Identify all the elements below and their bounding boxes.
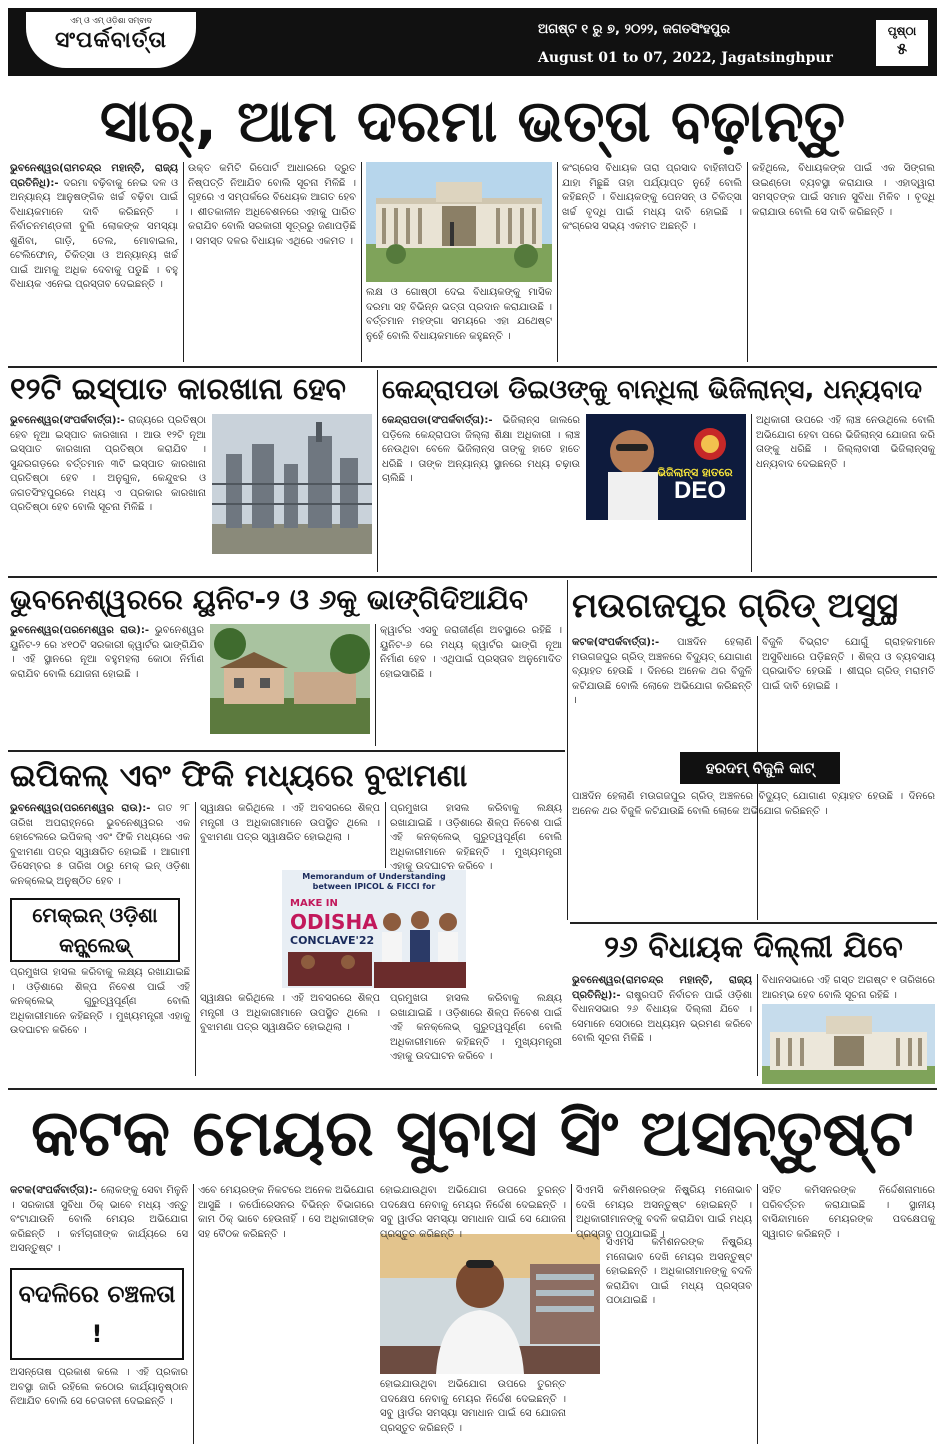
- logo-tagline: ଏମ୍ ଓ ଏମ୍ ଓଡ଼ିଶା ସମ୍ବାଦ: [69, 16, 153, 25]
- story-mou-col3: ପ୍ରମୁଖତା ହାସଲ କରିବାକୁ ଲକ୍ଷ୍ୟ ରଖାଯାଇଛି । ଓଡ଼ିଶାରେ ଶିଳ୍ପ ନିବେଶ ପାଇଁ ଏହି କନକ୍ଲେଭ୍ ଗୁରୁତ୍ୱପୂର୍ଣ୍ଣ ବୋଲି ଅଧିକାରୀମାନେ କହିଛନ୍ତି । ମୁଖ୍ୟମନ୍ତ୍ରୀ ଏହାକୁ ଉଦଘାଟନ କରିବେ ।: [390, 803, 562, 872]
- dateline: କେନ୍ଦ୍ରାପଡା(ସଂପର୍କବାର୍ତ୍ତା):-: [382, 415, 493, 426]
- story-grid-col3: ପାଞ୍ଚଦିନ ହେଲାଣି ମଉଗଜପୁର ଗ୍ରିଡ୍ ଅଞ୍ଚଳରେ ବିଦ୍ୟୁତ୍ ଯୋଗାଣ ବ୍ୟାହତ ହେଉଛି । ଦିନରେ ଅନେକ ଥର ବିଜୁଳି କଟିଯାଉଛି ବୋଲି ଲୋକେ ଅଭିଯୋଗ କରିଛନ୍ତି ।: [572, 791, 935, 817]
- story-mou-col1b: ପ୍ରମୁଖତା ହାସଲ କରିବାକୁ ଲକ୍ଷ୍ୟ ରଖାଯାଇଛି । ଓଡ଼ିଶାରେ ଶିଳ୍ପ ନିବେଶ ପାଇଁ ଏହି କନକ୍ଲେଭ୍ ଗୁରୁତ୍ୱପୂର୍ଣ୍ଣ ବୋଲି ଅଧିକାରୀମାନେ କହିଛନ୍ତି । ମୁଖ୍ୟମନ୍ତ୍ରୀ ଏହାକୁ ଉଦଘାଟନ କରିବେ ।: [10, 967, 190, 1036]
- make-in-odisha-box: ମେକ୍ଇନ୍ ଓଡ଼ିଶା କନ୍କ୍ଲେଭ୍: [10, 898, 180, 962]
- story-text: ଗତ ୨୮ ତାରିଖ ଅପରାହ୍ନରେ ଭୁବନେଶ୍ୱରର ଏକ ହୋଟେଲରେ ଇପିକଲ୍ ଏବଂ ଫିକି ମଧ୍ୟରେ ଏକ ବୁଝାମଣା ପତ୍ର ସ୍ୱାକ୍ଷରିତ ହୋଇଛି । ଆଗାମୀ ଡିସେମ୍ବର ୫ ତାରିଖ ଠାରୁ ମେକ୍ ଇନ୍ ଓଡ଼ିଶା କନକ୍ଲେଭ୍ ଅନୁଷ୍ଠିତ ହେବ ।: [10, 803, 190, 887]
- headline-salary: ସାର୍, ଆମ ଦରମା ଭତ୍ତା ବଢ଼ାନ୍ତୁ: [99, 87, 846, 155]
- column-divider: [361, 162, 362, 362]
- story-grid-col2: ବିଜୁଳି ବିଭ୍ରାଟ ଯୋଗୁଁ ଗ୍ରାହକମାନେ ଅସୁବିଧାରେ ପଡ଼ିଛନ୍ତି । ଶିଳ୍ପ ଓ ବ୍ୟବସାୟ ପ୍ରଭାବିତ ହେଉଛି । ଶୀଘ୍ର ଗ୍ରିଡ୍ ମରାମତି ପାଇଁ ଦାବି ହୋଇଛି ।: [762, 637, 935, 692]
- column-divider: [757, 974, 758, 1076]
- dateline: ଭୁବନେଶ୍ୱର(ରାମଚନ୍ଦ୍ର ମହାନ୍ତି, ରାଜ୍ୟ ପ୍ରତିନିଧି):-: [572, 975, 752, 1001]
- story-mayor-col5: ସହିତ କମିସନରଙ୍କ ନିର୍ଦ୍ଦେଶନାମାରେ ପରିବର୍ତ୍ତନ କରାଯାଇଛି । ସ୍ଥାନୀୟ ବାସିନ୍ଦାମାନେ ମେୟରଙ୍କ ପଦକ୍ଷେପକୁ ସ୍ୱାଗତ କରିଛନ୍ତି ।: [762, 1185, 935, 1240]
- deo-photo: [586, 414, 746, 520]
- column-divider: [375, 624, 376, 746]
- logo: [26, 12, 196, 68]
- page-number: ୫: [897, 39, 907, 58]
- story-delhi-col1: [572, 974, 752, 1076]
- photo-make-in: MAKE IN: [290, 898, 338, 909]
- story-salary-col3: ଲକ୍ଷ ଓ ଗୋଷ୍ଠୀ ଦେଇ ବିଧାୟକଙ୍କୁ ମାସିକ ଦରମା ସହ ବିଭିନ୍ନ ଭତ୍ତା ପ୍ରଦାନ କରାଯାଉଛି । ବର୍ତ୍ତମାନ ମହଙ୍ଗା ସମୟରେ ଏହା ଯଥେଷ୍ଟ ନୁହେଁ ବୋଲି ବିଧାୟକମାନେ କହୁଛନ୍ତି ।: [366, 287, 552, 342]
- photo-line1: Memorandum of Understanding: [302, 872, 446, 881]
- story-salary-col2: ଉକ୍ତ କମିଟି ରିପୋର୍ଟ ଆଧାରରେ ଦ୍ରୁତ ନିଷ୍ପତ୍ତି ନିଆଯିବ ବୋଲି ସୂଚନା ମିଳିଛି । ଗୃହରେ ଏ ସମ୍ପର୍କରେ ବିଧେୟକ ଆଗତ ହେବ । ଶୀତକାଳୀନ ଅଧିବେଶନରେ ଏହାକୁ ପାରିତ କରାଯିବ ବୋଲି ସରକାରୀ ସୂତ୍ରରୁ ଜଣାପଡ଼ିଛି । ସମସ୍ତ ଦଳର ବିଧାୟକ ଏଥିରେ ଏକମତ ।: [188, 163, 356, 247]
- section-rule: [570, 922, 937, 924]
- story-mou-col3b: ପ୍ରମୁଖତା ହାସଲ କରିବାକୁ ଲକ୍ଷ୍ୟ ରଖାଯାଇଛି । ଓଡ଼ିଶାରେ ଶିଳ୍ପ ନିବେଶ ପାଇଁ ଏହି କନକ୍ଲେଭ୍ ଗୁରୁତ୍ୱପୂର୍ଣ୍ଣ ବୋଲି ଅଧିକାରୀମାନେ କହିଛନ୍ତି । ମୁଖ୍ୟମନ୍ତ୍ରୀ ଏହାକୁ ଉଦଘାଟନ କରିବେ ।: [390, 993, 562, 1062]
- story-steel: [10, 414, 372, 572]
- column-divider: [377, 370, 378, 572]
- quarters-photo: [210, 624, 370, 734]
- column-divider: [751, 414, 752, 572]
- dateline: କଟକ(ସଂପର୍କବାର୍ତ୍ତା):-: [10, 1185, 98, 1196]
- story-text: ରାଜ୍ୟରେ ପ୍ରତିଷ୍ଠା ହେବ ନୂଆ ଇସ୍ପାତ କାରଖାନା । ଆଉ ୧୨ଟି ନୂଆ ଇସ୍ପାତ କାରଖାନା ପ୍ରତିଷ୍ଠା କରାଯିବ । ସୁନ୍ଦରଗଡ଼ରେ ବର୍ତ୍ତମାନ ୩ଟି ଇସ୍ପାତ କାରଖାନା ପ୍ରତିଷ୍ଠା ହେବ । ଅନୁଗୁଳ, କେନ୍ଦୁଝର ଓ ଜଗତସିଂହପୁରରେ ମଧ୍ୟ ଏ ପ୍ରକାର କାରଖାନା ପ୍ରତିଷ୍ଠା ହେବ ବୋଲି ସୂଚନା ମିଳିଛି ।: [10, 415, 206, 513]
- headline-units: ଭୁବନେଶ୍ୱରରେ ୟୁନିଟ-୨ ଓ ୬କୁ ଭାଙ୍ଗିଦିଆଯିବ: [10, 583, 529, 616]
- story-salary-col4: କଂଗ୍ରେସ ବିଧାୟକ ତାରା ପ୍ରସାଦ ବାହିନୀପତି ଯାହା ମିଛୁଛି ତାହା ପର୍ଯ୍ୟାପ୍ତ ନୁହେଁ ବୋଲି କହିଛନ୍ତି । ବିଧାୟକଙ୍କୁ ପେନସନ୍ ଓ ଚିକିତ୍ସା ଖର୍ଚ୍ଚ ବୃଦ୍ଧି ପାଇଁ ମଧ୍ୟ ଦାବି ହୋଇଛି । କଂଗ୍ରେସ ସଭ୍ୟ ଏକମତ ଅଛନ୍ତି ।: [562, 163, 742, 232]
- dateline: ଭୁବନେଶ୍ୱର(ସଂପର୍କବାର୍ତ୍ତା):-: [10, 415, 125, 426]
- column-divider: [385, 802, 386, 868]
- officials-figures: [374, 900, 466, 988]
- section-rule: [8, 1088, 937, 1090]
- story-text: ରାଷ୍ଟ୍ରପତି ନିର୍ବାଚନ ପାଇଁ ଓଡ଼ିଶା ବିଧାନସଭାର ୨୬ ବିଧାୟକ ଦିଲ୍ଲୀ ଯିବେ । ସେମାନେ ସେଠାରେ ଅଧ୍ୟୟନ ଭ୍ରମଣ କରିବେ ବୋଲି ସୂଚନା ମିଳିଛି ।: [572, 989, 752, 1044]
- photo-badge-deo: DEO: [673, 477, 726, 504]
- headline-delhi: ୨୬ ବିଧାୟକ ଦିଲ୍ଲୀ ଯିବେ: [604, 930, 903, 965]
- dateline: ଭୁବନେଶ୍ୱର(ପରମେଶ୍ୱର ରାଉ):-: [10, 625, 149, 636]
- story-vigilance-col2: ଅଧିକାରୀ ଉପରେ ଏହି ଲାଞ୍ଚ ନେଉଥିଲେ ବୋଲି ଅଭିଯୋଗ ହେବା ପରେ ଭିଜିଲାନ୍ସ ଯୋଜନା କରି ତାଙ୍କୁ ଧରିଛି । ଜିଲ୍ଲାବାସୀ ଭିଜିଲାନ୍ସକୁ ଧନ୍ୟବାଦ ଦେଇଛନ୍ତି ।: [756, 415, 935, 470]
- headline-mayor: କଟକ ମେୟର ସୁବାସ ସିଂ ଅସନ୍ତୁଷ୍ଟ: [31, 1097, 914, 1171]
- photo-odisha: ODISHA: [290, 910, 378, 934]
- story-mayor-col3: ହୋଇଯାଉଥିବା ଅଭିଯୋଗ ଉପରେ ତୁରନ୍ତ ପଦକ୍ଷେପ ନେବାକୁ ମେୟର ନିର୍ଦ୍ଦେଶ ଦେଇଛନ୍ତି । ସବୁ ୱାର୍ଡର ସମସ୍ୟା ସମାଧାନ ପାଇଁ ସେ ଯୋଜନା ପ୍ରସ୍ତୁତ କରିଛନ୍ତି ।: [380, 1185, 566, 1240]
- column-divider: [567, 580, 568, 920]
- story-mayor-col2: ଏବେ ମେୟରଙ୍କ ନିକଟରେ ଅନେକ ଅଭିଯୋଗ ଆସୁଛି । କର୍ପୋରେସନର ବିଭିନ୍ନ ବିଭାଗରେ କାମ ଠିକ୍ ଭାବେ ହେଉନାହିଁ । ସେ ଅଧିକାରୀଙ୍କ ସହ ବୈଠକ କରିଛନ୍ତି ।: [198, 1185, 374, 1240]
- column-divider: [747, 162, 748, 362]
- logo-text: ସଂପର୍କବାର୍ତ୍ତା: [55, 28, 167, 53]
- story-text: ଲୋକଙ୍କୁ ସେବା ମିଳୁନି । ସରକାରୀ ସୁବିଧା ଠିକ୍ ଭାବେ ମଧ୍ୟ ଏନ୍ତୁ ବଂଟାଯାଉନି ବୋଲି ମେୟର ଅଭିଯୋଗ କରିଛନ୍ତି । କର୍ମଚାରୀଙ୍କ କାର୍ଯ୍ୟରେ ସେ ଅସନ୍ତୁଷ୍ଟ ।: [10, 1185, 189, 1254]
- story-units-col2: କ୍ୱାର୍ଟର ଏସବୁ ଜରାଜୀର୍ଣ୍ଣ ଅବସ୍ଥାରେ ରହିଛି । ୟୁନିଟ-୬ ରେ ମଧ୍ୟ କ୍ୱାର୍ଟର ଭାଙ୍ଗି ନୂଆ ନିର୍ମାଣ ହେବ । ଏଥିପାଇଁ ପ୍ରସ୍ତାବ ଅନୁମୋଦିତ ହୋଇସାରିଛି ।: [380, 625, 562, 680]
- dateline: ଭୁବନେଶ୍ୱର(ପରମେଶ୍ୱର ରାଉ):-: [10, 803, 151, 814]
- story-units-col1: [10, 624, 370, 746]
- column-divider: [557, 162, 558, 362]
- date-odia: ଅଗଷ୍ଟ ୧ ରୁ ୭, ୨୦୨୨, ଜଗତସିଂହପୁର: [538, 22, 730, 37]
- assembly-building-photo: [366, 162, 552, 282]
- transfer-box: ବଦଳିରେ ଚଞ୍ଚଳତା !: [10, 1268, 184, 1360]
- story-mayor-col4b: ସିଏମସି କମିଶନରଙ୍କ ନିଷ୍କ୍ରିୟ ମନୋଭାବ ଦେଖି ମେୟର ଅସନ୍ତୁଷ୍ଟ ହୋଇଛନ୍ତି । ଅଧିକାରୀମାନଙ୍କୁ ବଦଳି କରାଯିବା ପାଇଁ ମଧ୍ୟ ପ୍ରସ୍ତାବ ପଠାଯାଇଛି ।: [606, 1237, 752, 1306]
- dateline: ଭୁବନେଶ୍ୱର(ରାମଚନ୍ଦ୍ର ମହାନ୍ତି, ରାଜ୍ୟ ପ୍ରତିନିଧି):-: [10, 163, 178, 189]
- story-mou-col2: ସ୍ୱାକ୍ଷର କରିଥିଲେ । ଏହି ଅବସରରେ ଶିଳ୍ପ ମନ୍ତ୍ରୀ ଓ ଅଧିକାରୀମାନେ ଉପସ୍ଥିତ ଥିଲେ । ବୁଝାମଣା ପତ୍ର ସ୍ୱାକ୍ଷରିତ ହୋଇଥିଲା ।: [200, 803, 380, 843]
- photo-badge: ଭିଜିଲାନ୍ସ ହାତରେ: [657, 466, 733, 479]
- story-salary-col1: [10, 162, 178, 362]
- headline-mou: ଇପିକଲ୍ ଏବଂ ଫିକି ମଧ୍ୟରେ ବୁଝାମଣା: [10, 758, 468, 794]
- story-grid-col1: [572, 636, 752, 746]
- story-salary-col5: କହିଥିଲେ, ବିଧାୟକଙ୍କ ପାଇଁ ଏକ ସିଙ୍ଗଲ ଉଇଣ୍ଡୋ ବ୍ୟବସ୍ଥା କରାଯାଉ । ଏହାଦ୍ୱାରା ସମସ୍ତଙ୍କ ପାଇଁ ସମାନ ସୁବିଧା ମିଳିବ । ବୃଦ୍ଧି କରାଯାଉ ବୋଲି ସେ ଦାବି କରିଛନ୍ତି ।: [752, 163, 935, 218]
- story-text: ଭିଜିଲାନ୍ସ ଜାଲରେ ପଡ଼ିଲେ କେନ୍ଦ୍ରାପଡା ଜିଲ୍ଲା ଶିକ୍ଷା ଅଧିକାରୀ । ଲାଞ୍ଚ ନେଉଥିବା ବେଳେ ଭିଜିଲାନ୍ସ ତାଙ୍କୁ ହାତେ ହାତେ ଧରିଛି । ତାଙ୍କ ଅନ୍ୟାନ୍ୟ ସ୍ଥାନରେ ମଧ୍ୟ ଚଢ଼ାଉ ଚାଲିଛି ।: [382, 415, 580, 484]
- column-divider: [195, 802, 196, 1076]
- photo-conclave: CONCLAVE'22: [290, 934, 375, 947]
- story-text: ଭୁବନେଶ୍ୱର ୟୁନିଟ-୨ ରେ ୪୧୦ଟି ସରକାରୀ କ୍ୱାର୍ଟର ଭାଙ୍ଗିଯିବ । ଏହି ସ୍ଥାନରେ ନୂଆ ବହୁମହଲା କୋଠା ନିର୍ମାଣ କରାଯିବ ବୋଲି ଯୋଜନା ହୋଇଛି ।: [10, 625, 204, 680]
- headline-vigilance: କେନ୍ଦ୍ରାପଡା ଡିଇଓଙ୍କୁ ବାନ୍ଧିଲା ଭିଜିଲାନ୍ସ, ଧନ୍ୟବାଦ: [382, 375, 922, 405]
- headline-steel: ୧୨ଟି ଇସ୍ପାତ କାରଖାନା ହେବ: [10, 372, 347, 407]
- photo-line2: between IPICOL & FICCI for: [312, 882, 436, 891]
- power-cut-box: ହରଦମ୍ ବିଜୁଳି କାଟ୍: [680, 752, 840, 784]
- story-vigilance-col1: [382, 414, 746, 572]
- story-mayor-col1b: ଅସନ୍ତୋଷ ପ୍ରକାଶ କଲେ । ଏହି ପ୍ରକାର ଅବସ୍ଥା ଜାରି ରହିଲେ କଠୋର କାର୍ଯ୍ୟାନୁଷ୍ଠାନ ନିଆଯିବ ବୋଲି ସେ ଚେତାବନୀ ଦେଇଛନ୍ତି ।: [10, 1367, 188, 1407]
- story-text: ଦରମା ବଢ଼ିବାକୁ ନେଇ ଦଳ ଓ ଅନ୍ୟାନ୍ୟ ଆନୁଷଙ୍ଗିକ ଖର୍ଚ୍ଚ ବଢ଼ିବା ପାଇଁ ବିଧାୟକମାନେ ଦାବି କରିଛନ୍ତି । ନିର୍ବାଚନମଣ୍ଡଳୀ ବୁଲି ଲୋକଙ୍କ ସମସ୍ୟା ଶୁଣିବା, ଗାଡ଼ି, ତେଲ, ମୋବାଇଲ, ଟେଲିଫୋନ୍, ଚିକିତ୍ସା ଓ ଅନ୍ୟାନ୍ୟ ଖର୍ଚ୍ଚ ପାଇଁ ଆମକୁ ଅଧିକ ଦେବାକୁ ପଡୁଛି । ବହୁ ବିଧାୟକ ଏନେଇ ପ୍ରସ୍ତାବ ଦେଇଛନ୍ତି ।: [10, 177, 179, 290]
- page-label: ପୃଷ୍ଠା: [887, 24, 917, 38]
- column-divider: [757, 1184, 758, 1444]
- section-rule: [8, 750, 565, 752]
- page-number-box: [874, 18, 930, 68]
- column-divider: [571, 1184, 572, 1232]
- story-text: ପାଞ୍ଚଦିନ ହେଲାଣି ମଉଗଜପୁର ଗ୍ରିଡ୍ ଅଞ୍ଚଳରେ ବିଦ୍ୟୁତ୍ ଯୋଗାଣ ବ୍ୟାହତ ହେଉଛି । ଦିନରେ ଅନେକ ଥର ବିଜୁଳି କଟିଯାଉଛି ବୋଲି ଲୋକେ ଅଭିଯୋଗ କରିଛନ୍ତି ।: [572, 637, 752, 706]
- story-mayor-col4: ସିଏମସି କମିଶନରଙ୍କ ନିଷ୍କ୍ରିୟ ମନୋଭାବ ଦେଖି ମେୟର ଅସନ୍ତୁଷ୍ଟ ହୋଇଛନ୍ତି । ଅଧିକାରୀମାନଙ୍କୁ ବଦଳି କରାଯିବା ପାଇଁ ମଧ୍ୟ ପ୍ରସ୍ତାବ ପଠାଯାଇଛି ।: [576, 1185, 752, 1240]
- headline-grid: ମଉଗଜପୁର ଗ୍ରିଡ୍ ଅସୁସ୍ଥ: [572, 586, 898, 626]
- column-divider: [193, 1184, 194, 1444]
- story-mayor-col1: [10, 1184, 188, 1264]
- story-mayor-col3b: ହୋଇଯାଉଥିବା ଅଭିଯୋଗ ଉପରେ ତୁରନ୍ତ ପଦକ୍ଷେପ ନେବାକୁ ମେୟର ନିର୍ଦ୍ଦେଶ ଦେଇଛନ୍ତି । ସବୁ ୱାର୍ଡର ସମସ୍ୟା ସମାଧାନ ପାଇଁ ସେ ଯୋଜନା ପ୍ରସ୍ତୁତ କରିଛନ୍ତି ।: [380, 1379, 566, 1434]
- dateline: କଟକ(ସଂପର୍କବାର୍ତ୍ତା):-: [572, 637, 660, 648]
- steel-plant-photo: [212, 414, 372, 554]
- story-mou-col2b: ସ୍ୱାକ୍ଷର କରିଥିଲେ । ଏହି ଅବସରରେ ଶିଳ୍ପ ମନ୍ତ୍ରୀ ଓ ଅଧିକାରୀମାନେ ଉପସ୍ଥିତ ଥିଲେ । ବୁଝାମଣା ପତ୍ର ସ୍ୱାକ୍ଷରିତ ହୋଇଥିଲା ।: [200, 993, 380, 1033]
- panel-table: [288, 952, 372, 986]
- story-mou-col1: [10, 802, 190, 894]
- masthead: [8, 8, 937, 76]
- section-rule: [8, 366, 937, 368]
- section-rule: [8, 576, 937, 578]
- conclave-photo: [282, 870, 466, 988]
- mayor-photo: [380, 1234, 600, 1374]
- assembly-photo-small: [762, 1004, 935, 1084]
- story-delhi-col2: ବିଧାନସଭାରେ ଏହି ଗସ୍ତ ଅଗଷ୍ଟ ୧ ତାରିଖରେ ଆରମ୍ଭ ହେବ ବୋଲି ସୂଚନା ରହିଛି ।: [762, 975, 935, 1001]
- date-english: August 01 to 07, 2022, Jagatsinghpur: [538, 50, 833, 66]
- column-divider: [183, 162, 184, 362]
